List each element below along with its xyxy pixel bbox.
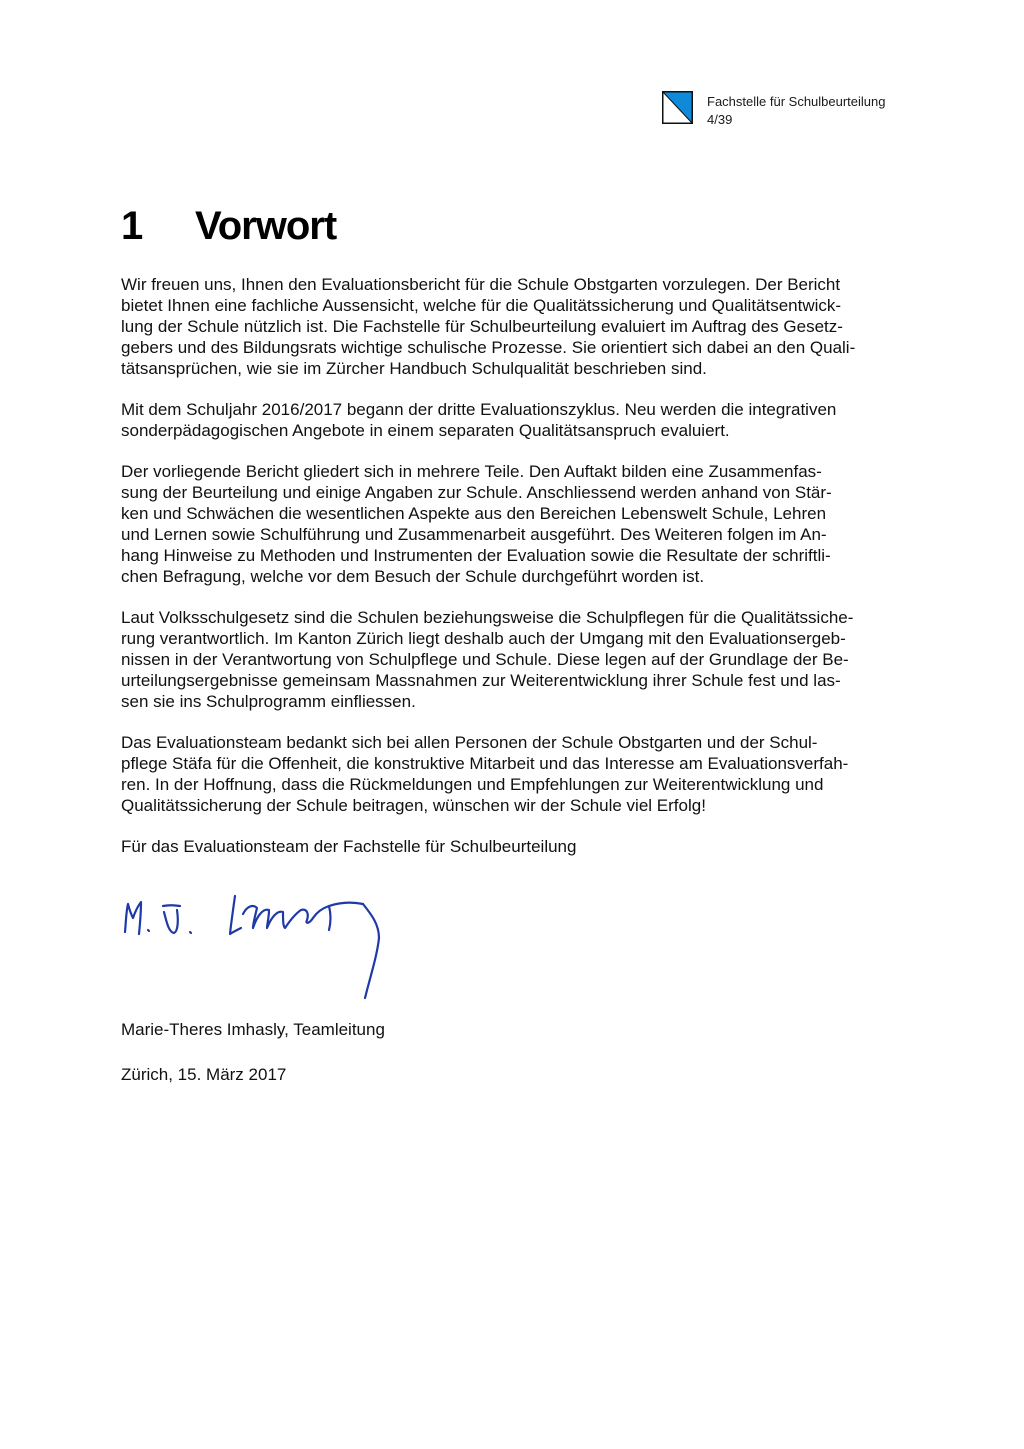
text-line: lung der Schule nützlich ist. Die Fachstelle für Schulbeurteilung evaluiert im Auftrag des Gesetz- <box>121 317 843 336</box>
text-line: sung der Beurteilung und einige Angaben zur Schule. Anschliessend werden anhand von Stär- <box>121 483 832 502</box>
body-text <box>121 274 911 877</box>
text-line: Mit dem Schuljahr 2016/2017 begann der dritte Evaluationszyklus. Neu werden die integrativen <box>121 400 837 419</box>
section-number: 1 <box>121 204 143 248</box>
text-line: Qualitätssicherung der Schule beitragen, wünschen wir der Schule viel Erfolg! <box>121 796 706 815</box>
paragraph-closing <box>121 836 911 857</box>
text-line: ren. In der Hoffnung, dass die Rückmeldungen und Empfehlungen zur Weiterentwicklung und <box>121 775 824 794</box>
text-line: bietet Ihnen eine fachliche Aussensicht, welche für die Qualitätssicherung und Qualitätsentwick- <box>121 296 842 315</box>
text-line: sen sie ins Schulprogramm einfliessen. <box>121 692 416 711</box>
text-line: ken und Schwächen die wesentlichen Aspekte aus den Bereichen Lebenswelt Schule, Lehren <box>121 504 827 523</box>
signer-name: Marie-Theres Imhasly, Teamleitung <box>121 1020 385 1039</box>
section-title: Vorwort <box>195 204 337 248</box>
text-line: nissen in der Verantwortung von Schulpflege und Schule. Diese legen auf der Grundlage der Be- <box>121 650 849 669</box>
header-text <box>707 93 886 129</box>
section-heading <box>121 198 336 254</box>
canton-zurich-coat-of-arms-icon <box>662 91 693 124</box>
page-header <box>662 91 962 127</box>
text-line: pflege Stäfa für die Offenheit, die konstruktive Mitarbeit und das Interesse am Evaluationsverfah- <box>121 754 849 773</box>
text-line: urteilungsergebnisse gemeinsam Massnahmen zur Weiterentwicklung ihrer Schule fest und las- <box>121 671 841 690</box>
text-line: hang Hinweise zu Methoden und Instrumenten der Evaluation sowie die Resultate der schriftli- <box>121 546 831 565</box>
paragraph-intro <box>121 274 911 379</box>
text-line: Wir freuen uns, Ihnen den Evaluationsbericht für die Schule Obstgarten vorzulegen. Der Bericht <box>121 275 841 294</box>
text-line: Der vorliegende Bericht gliedert sich in mehrere Teile. Den Auftakt bilden eine Zusammenfas- <box>121 462 822 481</box>
text-line: sonderpädagogischen Angebote in einem separaten Qualitätsanspruch evaluiert. <box>121 421 730 440</box>
handwritten-signature-icon <box>117 884 387 1004</box>
organization-name: Fachstelle für Schulbeurteilung <box>707 94 886 109</box>
place-date: Zürich, 15. März 2017 <box>121 1065 287 1084</box>
text-line: tätsansprüchen, wie sie im Zürcher Handbuch Schulqualität beschrieben sind. <box>121 359 707 378</box>
paragraph-structure <box>121 461 911 587</box>
paragraph-responsibility <box>121 607 911 712</box>
text-line: und Lernen sowie Schulführung und Zusammenarbeit ausgeführt. Des Weiteren folgen im An- <box>121 525 827 544</box>
text-line: Laut Volksschulgesetz sind die Schulen beziehungsweise die Schulpflegen für die Qualitätssiche- <box>121 608 854 627</box>
text-line: chen Befragung, welche vor dem Besuch der Schule durchgeführt worden ist. <box>121 567 705 586</box>
paragraph-cycle <box>121 399 911 441</box>
text-line: gebers und des Bildungsrats wichtige schulische Prozesse. Sie orientiert sich dabei an den Quali- <box>121 338 856 357</box>
text-line: rung verantwortlich. Im Kanton Zürich liegt deshalb auch der Umgang mit den Evaluationsergeb- <box>121 629 846 648</box>
text-line: Für das Evaluationsteam der Fachstelle für Schulbeurteilung <box>121 837 577 856</box>
paragraph-thanks <box>121 732 911 816</box>
text-line: Das Evaluationsteam bedankt sich bei allen Personen der Schule Obstgarten und der Schul- <box>121 733 818 752</box>
page-number: 4/39 <box>707 112 733 127</box>
